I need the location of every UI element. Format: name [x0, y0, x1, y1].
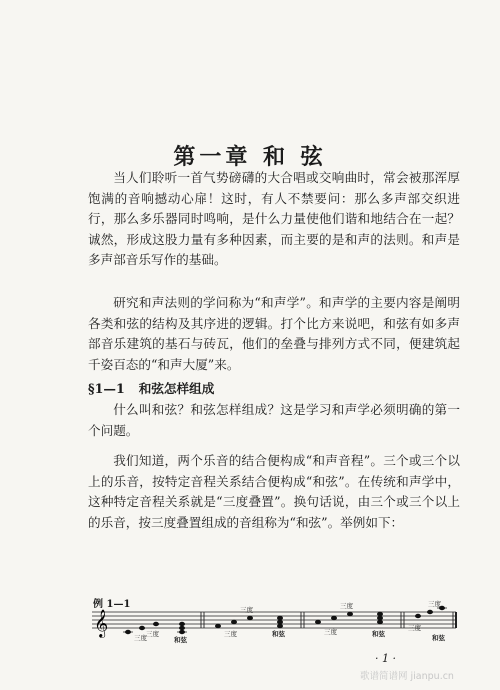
svg-text:和弦: 和弦 — [272, 630, 285, 638]
svg-text:三度: 三度 — [146, 630, 159, 638]
svg-text:和弦: 和弦 — [372, 630, 385, 638]
page-number: · 1 · — [375, 652, 396, 665]
interval-annotations — [134, 600, 446, 644]
music-example — [88, 600, 460, 644]
svg-text:和弦: 和弦 — [432, 634, 445, 642]
harmony-definition-paragraph: 研究和声法则的学问称为“和声学”。和声学的主要内容是阐明各类和弦的结构及其序进的逻辑。打个比方来说吧，和弦有如多声部音乐建筑的基石与砖瓦，他们的垒叠与排列方式不同，便建筑起千姿百态的“和声大厦”来。 — [88, 295, 460, 372]
svg-text:三度: 三度 — [134, 634, 147, 642]
chapter-title: 第一章 和 弦 — [173, 144, 327, 170]
watermark: 歌谱简谱网 jianpu.cn — [360, 671, 454, 682]
svg-text:三度: 三度 — [224, 630, 237, 638]
question-paragraph: 什么叫和弦？和弦怎样组成？这是学习和声学必须明确的第一个问题。 — [88, 402, 460, 438]
chord-definition-paragraph: 我们知道，两个乐音的结合便构成“和声音程”。三个或三个以上的乐音，按特定音程关系结合便构成“和弦”。在传统和声学中，这种特定音程关系就是“三度叠置”。换句话说，由三个或三个以上的乐音，按三度叠置组成的音组称为“和弦”。举例如下： — [88, 453, 460, 530]
section-heading — [88, 378, 228, 397]
treble-clef-icon: 𝄞 — [94, 609, 109, 637]
svg-text:三度: 三度 — [428, 600, 441, 608]
intro-paragraph: 当人们聆听一首气势磅礴的大合唱或交响曲时，常会被那浑厚饱满的音响撼动心扉！这时，有人不禁要问：那么多声部交织进行，那么多乐器同时鸣响，是什么力量使他们谐和地结合在一起？诚然，形成这股力量有多种因素，而主要的是和声的法则。和声是多声部音乐写作的基础。 — [88, 170, 460, 267]
section-number: §1—1 — [88, 381, 125, 396]
section-title: 和弦怎样组成 — [138, 381, 215, 396]
svg-text:和弦: 和弦 — [174, 636, 187, 644]
svg-text:三度: 三度 — [340, 602, 353, 610]
svg-text:三度: 三度 — [324, 628, 337, 636]
svg-text:三度: 三度 — [408, 624, 421, 632]
music-staff — [88, 600, 460, 644]
svg-text:三度: 三度 — [240, 606, 253, 614]
example-label: 例 1—1 — [93, 599, 131, 610]
